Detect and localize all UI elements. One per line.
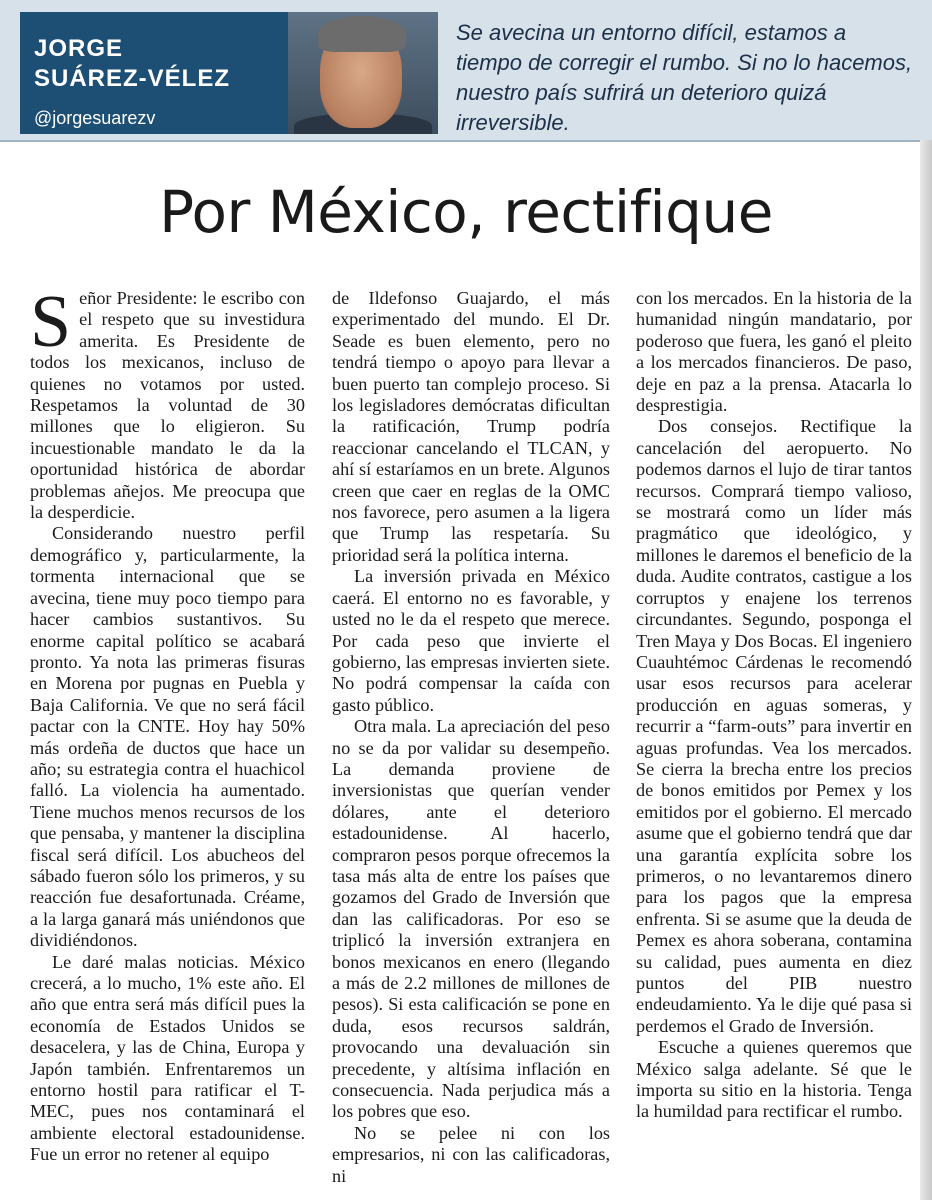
- paragraph: Dos consejos. Rectifique la cancelación del aeropuerto. No podemos darnos el lujo de tirar tantos recursos. Comprará tiempo valioso, se mostrará como un líder más pragmático que ideológico, y millones le daremos el beneficio de la duda. Audite contratos, castigue a los corruptos y enajene los terrenos circundantes. Segundo, posponga el Tren Maya y Dos Bocas. El ingeniero Cuauhtémoc Cárdenas le recomendó usar esos recursos para acelerar producción en aguas someras, y recurrir a “farm-outs” para invertir en aguas profundas. Vea los mercados. Se cierra la brecha entre los precios de bonos emitidos por Pemex y los emitidos por el gobierno. El mercado asume que el gobierno tendrá que dar una garantía explícita sobre los primeros, o no levantaremos dinero para los pagos que la empresa enfrenta. Si se asume que la deuda de Pemex es ahora soberana, contamina su calidad, pues aumenta en diez puntos del PIB nuestro endeudamiento. Ya le dije qué pasa si perdemos el Grado de Inversión.: [636, 416, 912, 1036]
- paragraph: No se pelee ni con los empresarios, ni con las calificadoras, ni: [332, 1122, 610, 1186]
- paragraph: Le daré malas noticias. México crecerá, a lo mucho, 1% este año. El año que entra será más difícil pues la economía de Estados Unidos se desacelera, y las de China, Europa y Japón también. Enfrentaremos un entorno hostil para ratificar el T-MEC, pues nos contaminará el ambiente electoral estadounidense. Fue un error no retener al equipo: [30, 951, 305, 1165]
- article-column-2: [332, 288, 610, 1187]
- author-box: [20, 12, 438, 134]
- paragraph: con los mercados. En la historia de la humanidad ningún mandatario, por poderoso que fuera, les ganó el pleito a los mercados financieros. De paso, deje en paz a la prensa. Atacarla lo desprestigia.: [636, 288, 912, 416]
- article-column-1: [30, 281, 305, 1166]
- paragraph: Considerando nuestro perfil demográfico y, particularmente, la tormenta internacional que se avecina, tiene muy poco tiempo para hacer cambios sustantivos. Su enorme capital político se acabará pronto. Ya nota las primeras fisuras en Morena por pugnas en Puebla y Baja California. Ve que no será fácil pactar con la CNTE. Hoy hay 50% más ordeña de ductos que hace un año; su estrategia contra el huachicol falló. La violencia ha aumentado. Tiene muchos menos recursos de los que pensaba, y mantener la disciplina fiscal será difícil. Los abucheos del sábado fueron sólo los primeros, y su reacción fue desafortunada. Créame, a la larga ganará más uniéndonos que dividiéndonos.: [30, 523, 305, 951]
- paragraph: de Ildefonso Guajardo, el más experimentado del mundo. El Dr. Seade es buen elemento, pero no tendrá tiempo o apoyo para llevar a buen puerto tan complejo proceso. Si los legisladores demócratas dificultan la ratificación, Trump podría reaccionar cancelando el TLCAN, y ahí sí estaríamos en un brete. Algunos creen que caer en reglas de la OMC nos favorece, pero asumen a la ligera que Trump las respetaría. Su prioridad será la política interna.: [332, 288, 610, 565]
- author-name: [34, 34, 274, 94]
- author-first-name: JORGE: [34, 35, 124, 62]
- author-handle: @jorgesuarezv: [34, 108, 156, 128]
- column-header: [0, 0, 932, 142]
- author-photo-hair: [318, 16, 406, 52]
- paragraph-text: eñor Presidente: le escribo con el respeto que su investidura amerita. Es Presidente de todos los mexicanos, incluso de quienes no votamos por usted. Respetamos la voluntad de 30 millones que lo eligieron. Su incuestionable mandato le da la oportunidad histórica de abordar problemas añejos. Me preocupa que la desperdicie.: [30, 288, 305, 523]
- article-title: Por México, rectifique: [159, 178, 773, 246]
- page-edge-shadow: [920, 140, 932, 1200]
- paragraph: Otra mala. La apreciación del peso no se da por validar su desempeño. La demanda proviene de inversionistas que querían vender dólares, ante el deterioro estadounidense. Al hacerlo, compraron pesos porque ofrecemos la tasa más alta de entre los países que gozamos del Grado de Inversión que dan las calificadoras. Por eso se triplicó la inversión extranjera en bonos mexicanos en enero (llegando a más de 2.2 millones de millones de pesos). Si esta calificación se pone en duda, esos recursos saldrán, provocando una devaluación sin precedente, y altísima inflación en consecuencia. Nada perjudica más a los pobres que eso.: [332, 716, 610, 1122]
- article-column-3: [636, 288, 912, 1123]
- drop-cap: S: [30, 281, 72, 363]
- paragraph: [30, 281, 305, 523]
- pull-quote: Se avecina un entorno difícil, estamos a tiempo de corregir el rumbo. Si no lo hacemos, nuestro país sufrirá un deterioro quizá irreversible.: [456, 20, 913, 135]
- author-photo: [288, 12, 438, 134]
- author-last-name: SUÁREZ-VÉLEZ: [34, 65, 231, 92]
- paragraph: Escuche a quienes queremos que México salga adelante. Sé que le importa su sitio en la historia. Tenga la humildad para rectificar el rumbo.: [636, 1037, 912, 1122]
- paragraph: La inversión privada en México caerá. El entorno no es favorable, y usted no le da el respeto que merece. Por cada peso que invierte el gobierno, las empresas invierten siete. No podrá compensar la caída con gasto público.: [332, 566, 610, 715]
